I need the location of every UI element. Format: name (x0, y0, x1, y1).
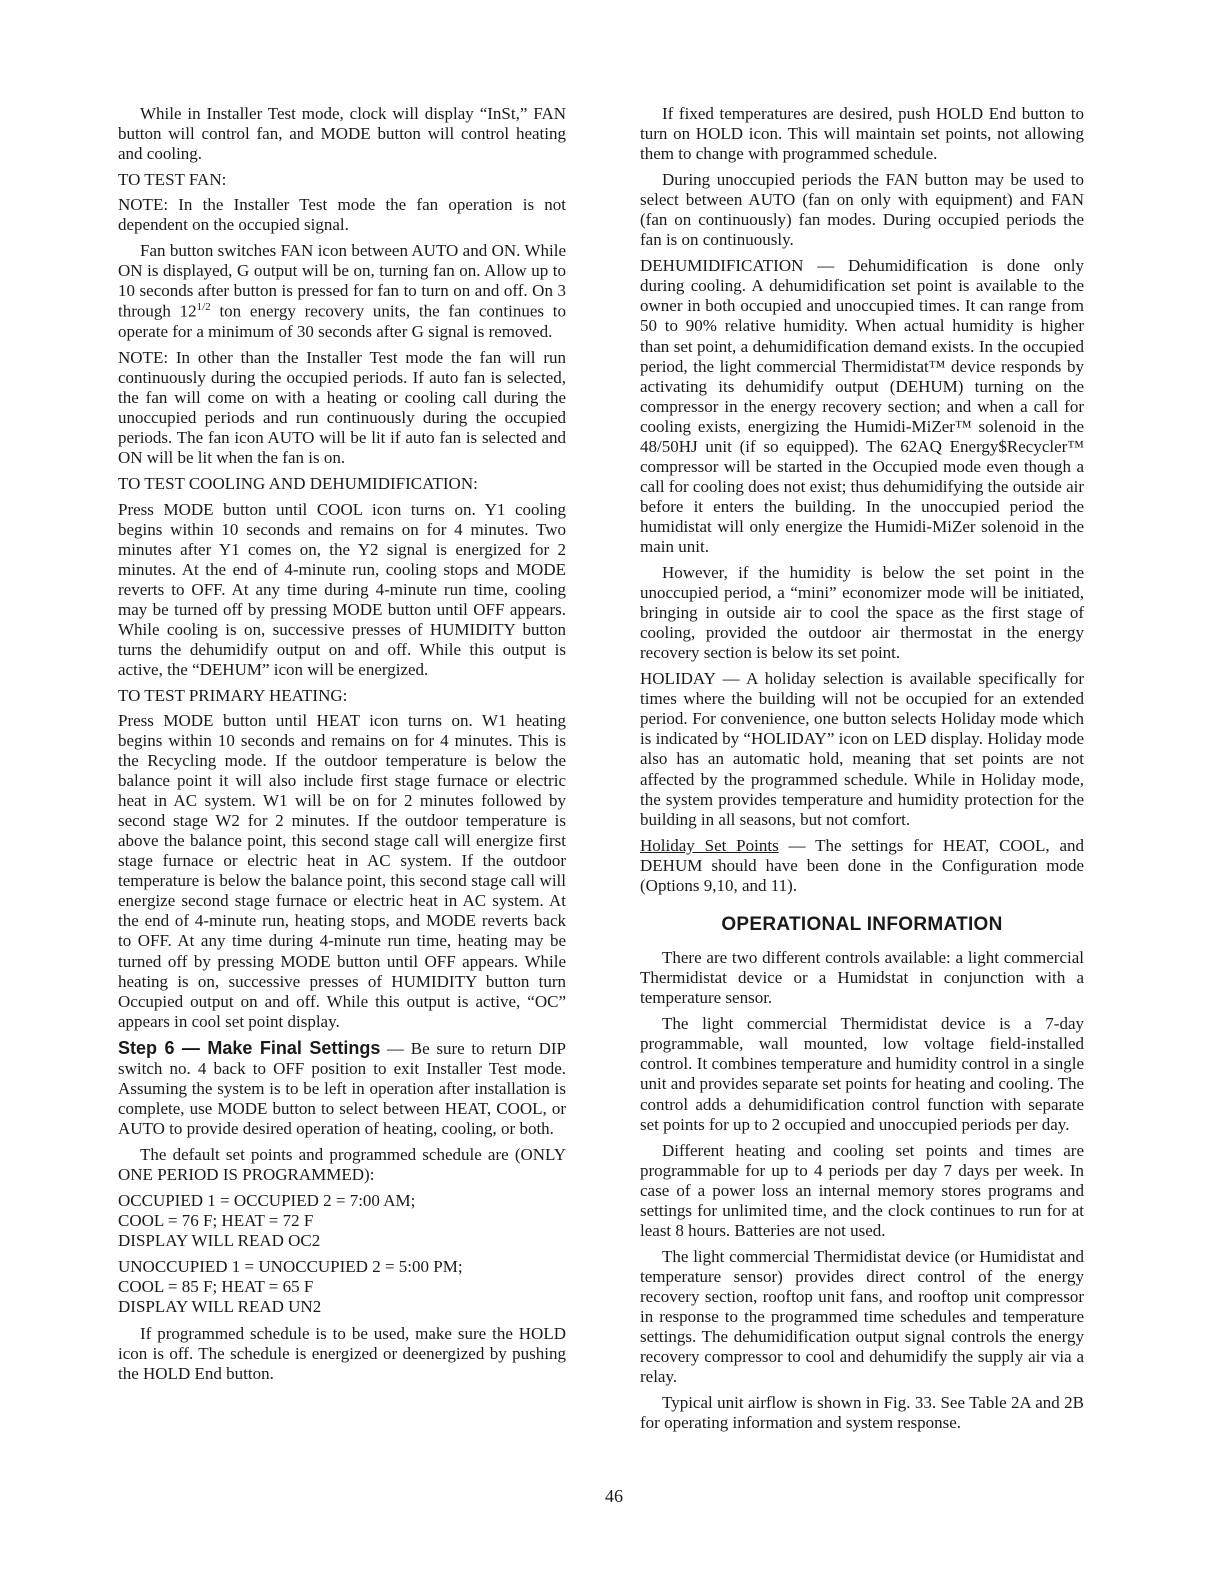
step6-text: — Be sure to return DIP switch no. 4 back to OFF position to exit Installer Test mode. Assuming the system is to be left in operation after installation is complete, use MODE button to select between HEAT, COOL, or AUTO to provide desired operation of heating, cooling, or both. (118, 1038, 566, 1139)
section-title-operational-information: OPERATIONAL INFORMATION (721, 913, 1003, 935)
right-column (640, 104, 1084, 1439)
fraction-half: 1/2 (196, 301, 211, 314)
paragraph-holiday: HOLIDAY — A holiday selection is available specifically for times where the building will not be occupied for an extended period. For convenience, one button selects Holiday mode which is indicated by “HOLIDAY” icon on LED display. Holiday mode also has an automatic hold, meaning that set points are not affected by the programmed schedule. While in Holiday mode, the system provides temperature and humidity protection for the building in all seasons, but not comfort. (640, 669, 1084, 829)
unoccupied-line-2: COOL = 85 F; HEAT = 65 F (118, 1277, 314, 1297)
paragraph-installer-test-intro: While in Installer Test mode, clock will display “InSt,” FAN button will control fan, and MODE button will control heating and cooling. (118, 104, 566, 164)
paragraph-default-setpoints: The default set points and programmed schedule are (ONLY ONE PERIOD IS PROGRAMMED): (118, 1145, 566, 1185)
unoccupied-line-3: DISPLAY WILL READ UN2 (118, 1297, 322, 1317)
note-fan-continuous: NOTE: In other than the Installer Test mode the fan will run continuously during the occupied periods. If auto fan is selected, the fan will come on with a heating or cooling call during the unoccupied periods and run continuously during the occupied periods. The fan icon AUTO will be lit if auto fan is selected and ON will be lit when the fan is on. (118, 348, 566, 468)
occupied-settings (118, 1191, 566, 1251)
paragraph-fixed-temperatures: If fixed temperatures are desired, push HOLD End button to turn on HOLD icon. This will maintain set points, not allowing them to change with programmed schedule. (640, 104, 1084, 164)
occupied-line-1: OCCUPIED 1 = OCCUPIED 2 = 7:00 AM; (118, 1191, 416, 1211)
paragraph-holiday-set-points (640, 836, 1084, 896)
page-number: 46 (605, 1486, 623, 1506)
unoccupied-line-1: UNOCCUPIED 1 = UNOCCUPIED 2 = 5:00 PM; (118, 1257, 463, 1277)
heading-test-heating: TO TEST PRIMARY HEATING: (118, 685, 348, 705)
unoccupied-settings (118, 1257, 566, 1317)
paragraph-test-heating: Press MODE button until HEAT icon turns on. W1 heating begins within 10 seconds and remains on for 4 minutes. This is the Recycling mode. If the outdoor temperature is below the balance point it will also include first stage furnace or electric heat in AC system. W1 will be on for 2 minutes followed by second stage W2 for 2 minutes. If the outdoor temperature is above the balance point, this second stage call will energize first stage furnace or electric heat in AC system. If the outdoor temperature is below the balance point, this second stage call will energize second stage furnace or electric heat in AC system. At the end of 4-minute run, heating stops, and MODE reverts back to OFF. At any time during 4-minute run time, heating may be turned off by pressing MODE button until OFF appears. While heating is on, successive presses of HUMIDITY button turn Occupied output on and off. While this output is active, “OC” appears in cool set point display. (118, 710, 566, 1031)
step6-title: Step 6 — Make Final Settings (118, 1037, 381, 1058)
occupied-line-2: COOL = 76 F; HEAT = 72 F (118, 1211, 314, 1231)
paragraph-mini-economizer: However, if the humidity is below the set point in the unoccupied period, a “mini” economizer mode will be initiated, bringing in outside air to cool the space as the first stage of cooling, provided the outdoor air thermostat in the energy recovery section is below its set point. (640, 563, 1084, 663)
paragraph-step6 (118, 1038, 566, 1139)
paragraph-typical-airflow: Typical unit airflow is shown in Fig. 33. See Table 2A and 2B for operating information and system response. (640, 1393, 1084, 1433)
paragraph-set-points-programmable: Different heating and cooling set points and times are programmable for up to 4 periods per day 7 days per week. In case of a power loss an internal memory stores programs and settings for unlimited time, and the clock continues to run for at least 8 hours. Batteries are not used. (640, 1140, 1084, 1240)
paragraph-fan-button (118, 241, 566, 342)
paragraph-direct-control: The light commercial Thermidistat device (or Humidistat and temperature sensor) provides direct control of the energy recovery section, rooftop unit fans, and rooftop unit compressor in response to the programmed time schedules and temperature settings. The dehumidification output signal controls the energy recovery compressor to cool and dehumidify the supply air via a relay. (640, 1246, 1084, 1387)
note-fan-occupied-signal: NOTE: In the Installer Test mode the fan operation is not dependent on the occupied signal. (118, 195, 566, 235)
left-column (118, 104, 566, 1390)
occupied-line-3: DISPLAY WILL READ OC2 (118, 1231, 321, 1251)
fan-text-part2: ton energy recovery units, the fan continues to operate for a minimum of 30 seconds after G signal is removed. (118, 302, 566, 342)
paragraph-dehumidification: DEHUMIDIFICATION — Dehumidification is done only during cooling. A dehumidification set point is available to the owner in both occupied and unoccupied times. It can range from 50 to 90% relative humidity. When actual humidity is higher than set point, a dehumidification demand exists. In the occupied period, the light commercial Thermidistat™ device responds by activating its dehumidify output (DEHUM) turning on the compressor in the energy recovery section; and when a call for cooling exists, energizing the Humidi-MiZer™ solenoid in the 48/50HJ unit (if so equipped). The 62AQ Energy$Recycler™ compressor will be started in the Occupied mode even though a call for cooling does not exist; thus dehumidifying the outside air before it enters the building. In the unoccupied period the humidistat will only energize the Humidi-MiZer solenoid in the main unit. (640, 256, 1084, 556)
paragraph-test-cooling: Press MODE button until COOL icon turns on. Y1 cooling begins within 10 seconds and remains on for 4 minutes. Two minutes after Y1 comes on, the Y2 signal is energized for 2 minutes. At the end of 4-minute run, cooling stops and MODE reverts to OFF. At any time during 4-minute run time, cooling may be turned off by pressing MODE button until OFF appears. While cooling is on, successive presses of HUMIDITY button turns the dehumidify output on and off. While this output is active, the “DEHUM” icon will be energized. (118, 499, 566, 679)
heading-test-cooling: TO TEST COOLING AND DEHUMIDIFICATION: (118, 474, 478, 494)
paragraph-unoccupied-fan: During unoccupied periods the FAN button may be used to select between AUTO (fan on only with equipment) and FAN (fan on continuously) fan modes. During occupied periods the fan is on continuously. (640, 170, 1084, 250)
paragraph-controls-available: There are two different controls available: a light commercial Thermidistat device or a Humidstat in conjunction with a temperature sensor. (640, 948, 1084, 1008)
holiday-set-points-title: Holiday Set Points (640, 835, 779, 855)
paragraph-programmed-schedule: If programmed schedule is to be used, make sure the HOLD icon is off. The schedule is energized or deenergized by pushing the HOLD End button. (118, 1323, 566, 1383)
paragraph-thermidistat-description: The light commercial Thermidistat device is a 7-day programmable, wall mounted, low voltage field-installed control. It combines temperature and humidity control in a single unit and provides separate set points for heating and cooling. The control adds a dehumidification control function with separate set points for up to 2 occupied and unoccupied periods per day. (640, 1014, 1084, 1134)
holiday-set-points-text: — The settings for HEAT, COOL, and DEHUM should have been done in the Configuration mode (Options 9,10, and 11). (640, 835, 1084, 895)
heading-test-fan: TO TEST FAN: (118, 170, 227, 190)
fan-text-part1: Fan button switches FAN icon between AUTO and ON. While ON is displayed, G output will be on, turning fan on. Allow up to 10 seconds after button is pressed for fan to turn on and off. On 3 through 12 (118, 241, 566, 322)
